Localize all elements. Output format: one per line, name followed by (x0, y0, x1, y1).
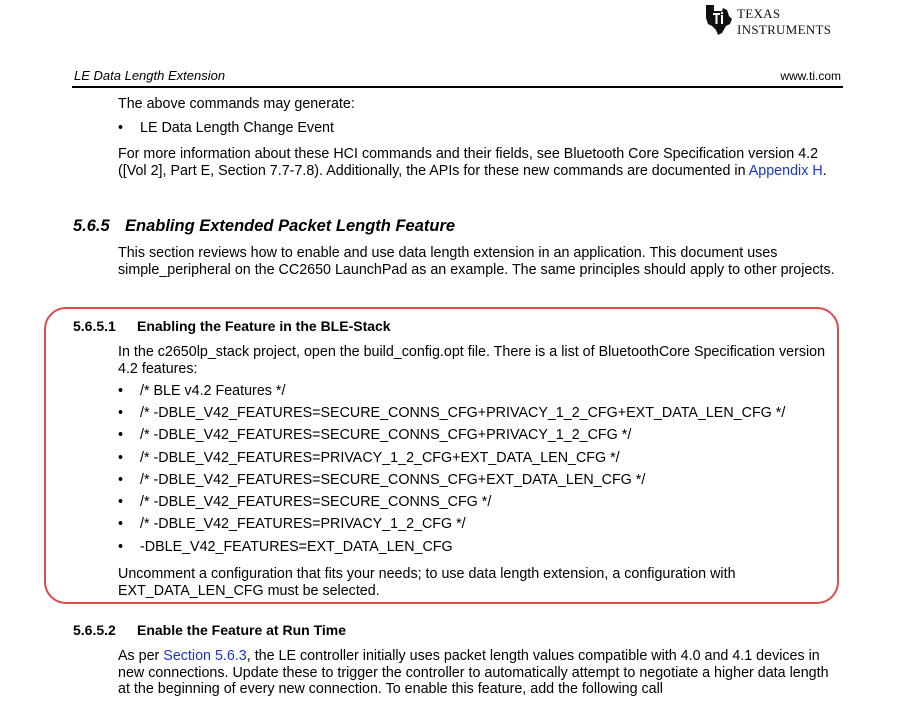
intro-line: The above commands may generate: (118, 96, 355, 112)
section-heading-5-6-5-2: 5.6.5.2 Enable the Feature at Run Time (73, 622, 347, 638)
logo-text: TEXAS INSTRUMENTS (737, 6, 832, 37)
list-item: • LE Data Length Change Event (118, 120, 334, 136)
website-link[interactable]: www.ti.com (780, 69, 841, 83)
texas-state-icon (700, 2, 734, 36)
list-item: • /* -DBLE_V42_FEATURES=SECURE_CONNS_CFG+EXT_DATA_LEN_CFG */ (118, 472, 646, 488)
list-item: • /* -DBLE_V42_FEATURES=SECURE_CONNS_CFG+PRIVACY_1_2_CFG */ (118, 427, 632, 443)
header-divider (72, 86, 843, 88)
section-5-6-3-link[interactable]: Section 5.6.3 (163, 648, 247, 664)
list-item: • /* -DBLE_V42_FEATURES=PRIVACY_1_2_CFG */ (118, 516, 466, 532)
section-paragraph: Uncomment a configuration that fits your needs; to use data length extension, a configuration with EXT_DATA_LEN_CFG must be selected. (118, 566, 736, 599)
list-item: • /* -DBLE_V42_FEATURES=PRIVACY_1_2_CFG+EXT_DATA_LEN_CFG */ (118, 450, 620, 466)
section-paragraph: This section reviews how to enable and use data length extension in an application. This document uses simple_peripheral on the CC2650 LaunchPad as an example. The same principles should apply to other projects. (118, 245, 835, 278)
list-item: • /* -DBLE_V42_FEATURES=SECURE_CONNS_CFG+PRIVACY_1_2_CFG+EXT_DATA_LEN_CFG */ (118, 405, 786, 421)
section-paragraph: As per Section 5.6.3, the LE controller initially uses packet length values compatible with 4.0 and 4.1 devices in new connections. Update these to trigger the controller to automatically attempt to negotiate a higher data length at the beginning of every new connection. To enable this feature, add the following call (118, 648, 829, 697)
list-item: • /* -DBLE_V42_FEATURES=SECURE_CONNS_CFG */ (118, 494, 492, 510)
list-item: • -DBLE_V42_FEATURES=EXT_DATA_LEN_CFG (118, 539, 453, 555)
ti-logo (700, 2, 845, 36)
appendix-h-link[interactable]: Appendix H (748, 162, 823, 179)
running-header-title: LE Data Length Extension (74, 68, 226, 83)
section-heading-5-6-5-1: 5.6.5.1 Enabling the Feature in the BLE-Stack (73, 318, 391, 334)
section-paragraph: In the c2650lp_stack project, open the build_config.opt file. There is a list of BluetoothCore Specification version 4.2 features: (118, 344, 826, 377)
intro-paragraph: For more information about these HCI commands and their fields, see Bluetooth Core Specification version 4.2 ([Vol 2], Part E, Section 7.7-7.8). Additionally, the APIs for these new commands are documented in Appendix H. (118, 146, 827, 179)
list-item: • /* BLE v4.2 Features */ (118, 383, 286, 399)
section-heading-5-6-5: 5.6.5 Enabling Extended Packet Length Feature (73, 217, 456, 235)
